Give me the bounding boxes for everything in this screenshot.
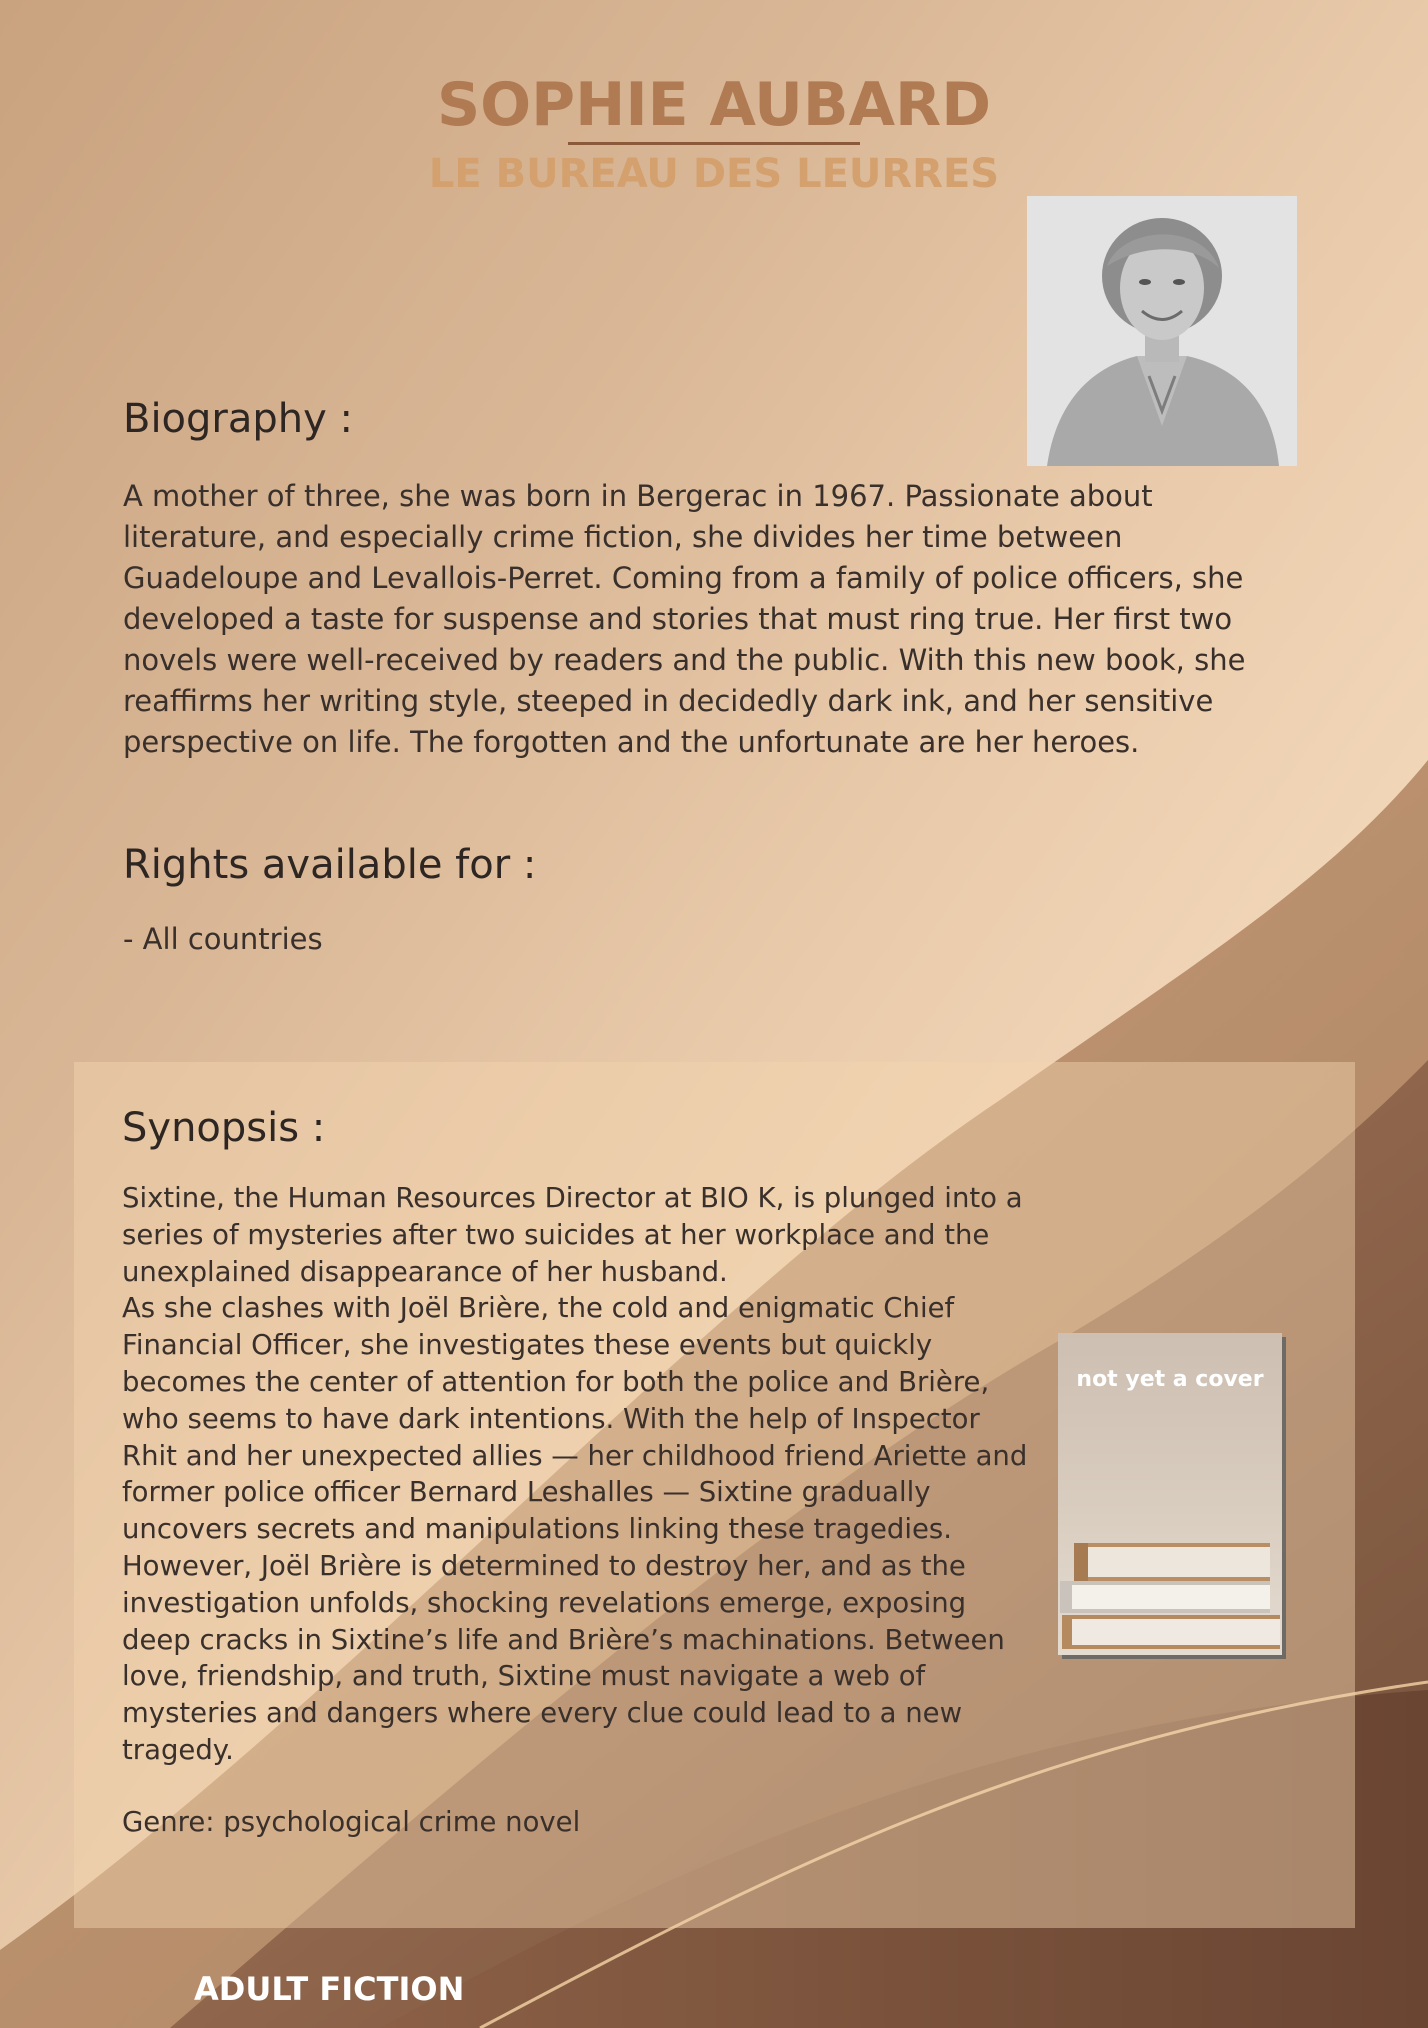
book-title: LE BUREAU DES LEURRES xyxy=(428,151,1000,197)
cover-label: not yet a cover xyxy=(1076,1367,1264,1392)
footer-category: ADULT FICTION xyxy=(194,1970,465,2008)
synopsis-text xyxy=(122,1180,1042,1769)
stack-of-books-icon xyxy=(1058,1503,1282,1655)
biography-heading: Biography : xyxy=(123,396,353,442)
genre-line: Genre: psychological crime novel xyxy=(122,1806,581,1838)
title-divider xyxy=(568,142,860,145)
biography-text: A mother of three, she was born in Bergerac in 1967. Passionate about literature, and especially crime fiction, she divides her time between Guadeloupe and Levallois-Perret. Coming from a family of police officers, she developed a taste for suspense and stories that must ring true. Her first two novels were well-received by readers and the public. With this new book, she reaffirms her writing style, steeped in decidedly dark ink, and her sensitive perspective on life. The forgotten and the unfortunate are her heroes. xyxy=(123,479,1246,759)
synopsis-paragraph-1: Sixtine, the Human Resources Director at BIO K, is plunged into a series of mysteries after two suicides at her workplace and the unexplained disappearance of her husband. xyxy=(122,1182,1023,1288)
synopsis-heading: Synopsis : xyxy=(122,1105,326,1151)
rights-heading: Rights available for : xyxy=(123,842,537,888)
rights-item: - All countries xyxy=(123,922,323,956)
author-photo xyxy=(1027,196,1297,466)
header xyxy=(0,70,1428,197)
author-portrait-icon xyxy=(1027,196,1297,466)
synopsis-paragraph-2: As she clashes with Joël Brière, the cold and enigmatic Chief Financial Officer, she investigates these events but quickly becomes the center of attention for both the police and Brière, who seems to have dark intentions. With the help of Inspector Rhit and her unexpected allies — her childhood friend Ariette and former police officer Bernard Leshalles — Sixtine gradually uncovers secrets and manipulations linking these tragedies. However, Joël Brière is determined to destroy her, and as the investigation unfolds, shocking revelations emerge, exposing deep cracks in Sixtine’s life and Brière’s machinations. Between love, friendship, and truth, Sixtine must navigate a web of mysteries and dangers where every clue could lead to a new tragedy. xyxy=(122,1292,1028,1766)
book-cover-placeholder xyxy=(1058,1333,1282,1655)
author-name: SOPHIE AUBARD xyxy=(436,70,992,140)
